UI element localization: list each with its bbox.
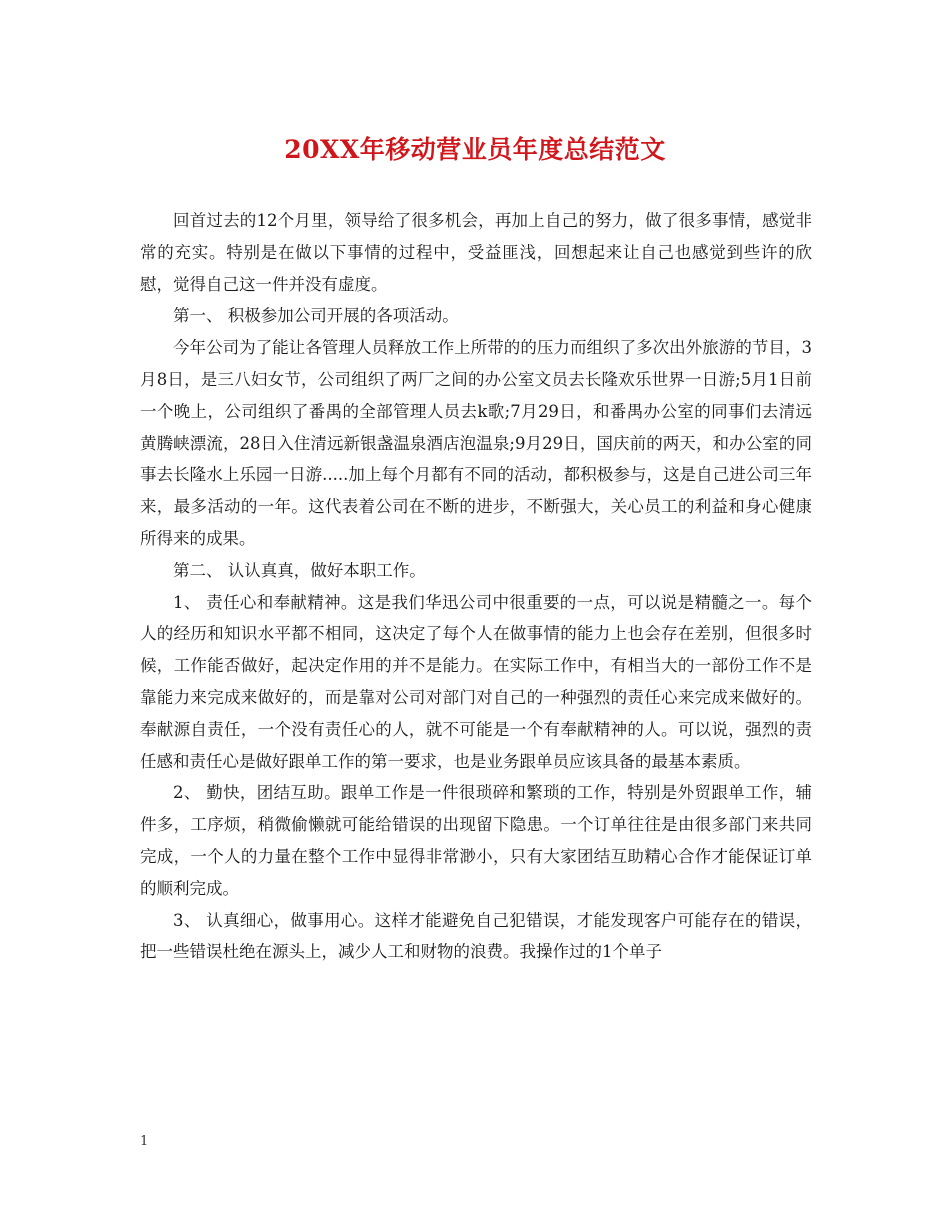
paragraph-teamwork: 2、 勤快，团结互助。跟单工作是一件很琐碎和繁琐的工作，特别是外贸跟单工作，辅件多，工序烦，稍微偷懒就可能给错误的出现留下隐患。一个订单往往是由很多部门来共同完成，一个人的力量在整个工作中显得非常渺小，只有大家团结互助精心合作才能保证订单的顺利完成。 [140,783,812,898]
paragraph-activities: 今年公司为了能让各管理人员释放工作上所带的的压力而组织了多次出外旅游的节目，3月8日，是三八妇女节，公司组织了两厂之间的办公室文员去长隆欢乐世界一日游;5月1日前一个晚上，公司组织了番禺的全部管理人员去k歌;7月29日，和番禺办公室的同事们去清远黄腾峡漂流，28日入住清远新银盏温泉酒店泡温泉;9月29日，国庆前的两天，和办公室的同事去长隆水上乐园一日游.....加上每个月都有不同的活动，都积极参与，这是自己进公司三年来，最多活动的一年。这代表着公司在不断的进步，不断强大，关心员工的利益和身心健康所得来的成果。 [140,338,812,548]
section-heading-2: 第二、 认认真真，做好本职工作。 [173,560,426,580]
document-title: 20XX年移动营业员年度总结范文 [284,135,666,164]
document-body [140,205,812,968]
section-heading-1: 第一、 积极参加公司开展的各项活动。 [173,306,459,326]
paragraph-responsibility: 1、 责任心和奉献精神。这是我们华迅公司中很重要的一点，可以说是精髓之一。每个人的经历和知识水平都不相同，这决定了每个人在做事情的能力上也会存在差别，但很多时候，工作能否做好，起决定作用的并不是能力。在实际工作中，有相当大的一部份工作不是靠能力来完成来做好的，而是靠对公司对部门对自己的一种强烈的责任心来完成来做好的。奉献源自责任，一个没有责任心的人，就不可能是一个有奉献精神的人。可以说，强烈的责任感和责任心是做好跟单工作的第一要求，也是业务跟单员应该具备的最基本素质。 [140,592,812,771]
paragraph-intro: 回首过去的12个月里，领导给了很多机会，再加上自己的努力，做了很多事情，感觉非常的充实。特别是在做以下事情的过程中，受益匪浅，回想起来让自己也感觉到些许的欣慰，觉得自己这一件并没有虚度。 [140,211,812,294]
page-number: 1 [140,1134,149,1149]
paragraph-carefulness: 3、 认真细心，做事用心。这样才能避免自己犯错误，才能发现客户可能存在的错误，把一些错误杜绝在源头上，减少人工和财物的浪费。我操作过的1个单子 [140,910,812,962]
